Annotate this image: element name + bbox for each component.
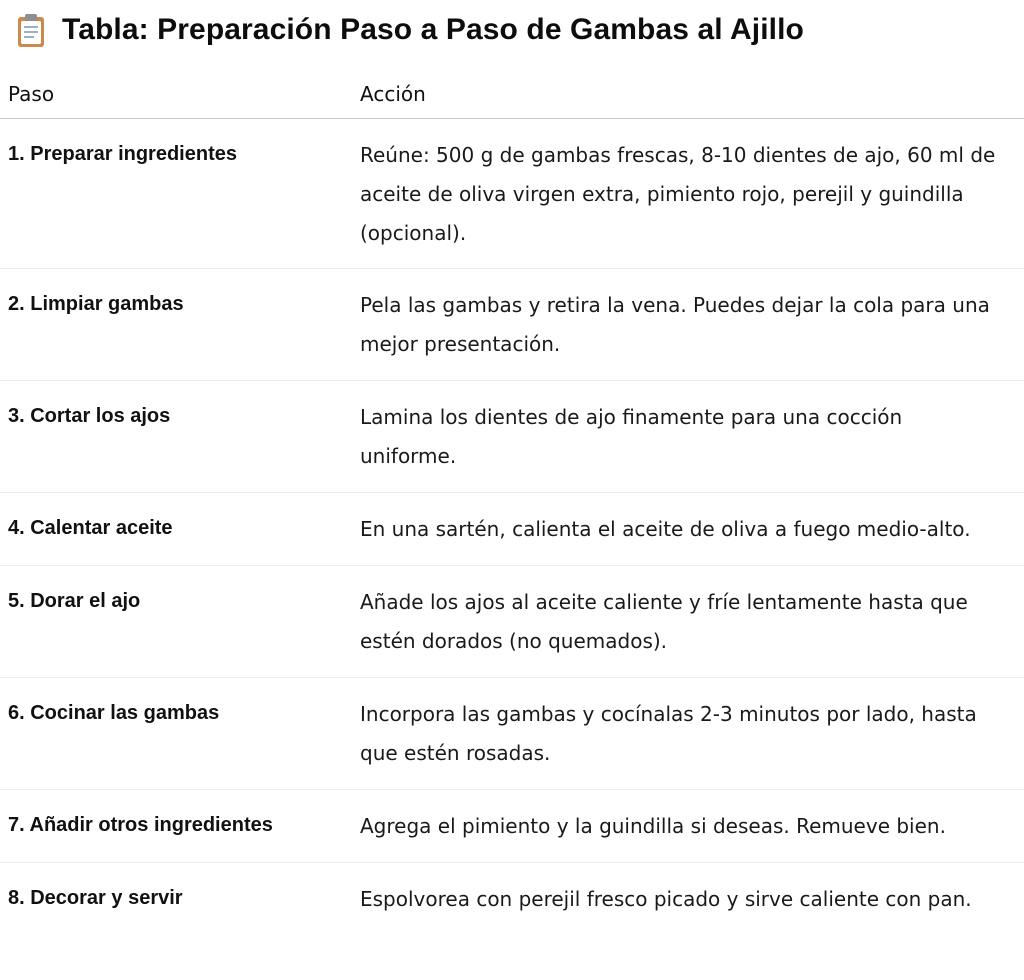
table-row: [0, 269, 1024, 381]
table-row: [0, 863, 1024, 936]
table-row: [0, 493, 1024, 566]
column-header-action: Acción: [360, 70, 1024, 119]
column-header-step: Paso: [0, 70, 360, 119]
table-row: [0, 790, 1024, 863]
table-row: [0, 566, 1024, 678]
step-cell: 7. Añadir otros ingredientes: [0, 790, 360, 863]
step-cell: 8. Decorar y servir: [8, 887, 183, 909]
action-cell: Lamina los dientes de ajo finamente para una cocción uniforme.: [360, 381, 1024, 493]
step-cell: 4. Calentar aceite: [0, 493, 360, 566]
action-cell: Espolvorea con perejil fresco picado y sirve caliente con pan.: [360, 887, 972, 911]
step-cell: 6. Cocinar las gambas: [0, 678, 360, 790]
step-cell: 1. Preparar ingredientes: [0, 119, 360, 269]
step-cell: 3. Cortar los ajos: [0, 381, 360, 493]
title-row: [14, 8, 804, 52]
action-cell: Pela las gambas y retira la vena. Puedes dejar la cola para una mejor presentación.: [360, 269, 1024, 381]
action-cell: Agrega el pimiento y la guindilla si deseas. Remueve bien.: [360, 790, 1024, 863]
action-cell: En una sartén, calienta el aceite de oliva a fuego medio-alto.: [360, 493, 1024, 566]
table-row: [0, 119, 1024, 269]
page-title: Tabla: Preparación Paso a Paso de Gambas al Ajillo: [62, 13, 804, 46]
table-header-row: [0, 70, 1024, 119]
step-cell: 5. Dorar el ajo: [0, 566, 360, 678]
table-row: [0, 381, 1024, 493]
table-row: [0, 678, 1024, 790]
clipboard-icon: [14, 12, 48, 48]
step-cell: 2. Limpiar gambas: [0, 269, 360, 381]
action-cell: Añade los ajos al aceite caliente y fríe lentamente hasta que estén dorados (no quemados).: [360, 566, 1024, 678]
steps-table: [0, 70, 1024, 936]
action-cell: Reúne: 500 g de gambas frescas, 8-10 dientes de ajo, 60 ml de aceite de oliva virgen extra, pimiento rojo, perejil y guindilla (opcional).: [360, 119, 1024, 269]
action-cell: Incorpora las gambas y cocínalas 2-3 minutos por lado, hasta que estén rosadas.: [360, 678, 1024, 790]
